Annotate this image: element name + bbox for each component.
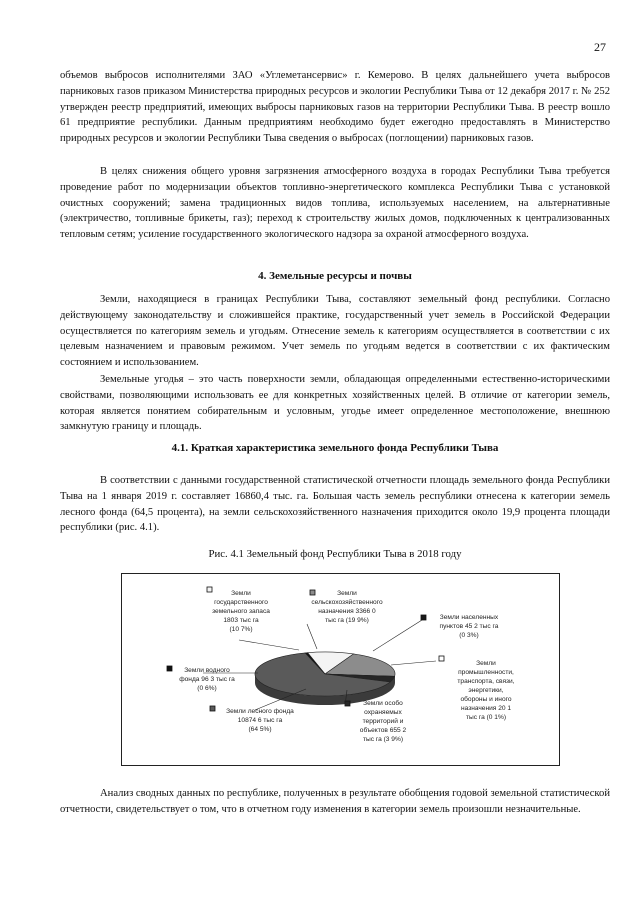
paragraph-statistics: В соответствии с данными государственной статистической отчетности площадь земельного фонда Республики Тыва на 1 января 2019 г. составляет 16860,4 тыс. га. Большая часть земель республики отнесена к категории земель лесного фонда (64,5 процента), на земли сельскохозяйственного назначения приходится около 19,9 процента площади республики (рис. 4.1). [60,475,610,534]
legend-square-1 [207,587,212,592]
paragraph-land-fund: Земли, находящиеся в границах Республики Тыва, составляют земельный фонд республики. Согласно действующему законодательству и сложившейся практике, государственный учет земель в Российской Федерации осуществляется по категориям земель и угодьям. Отнесение земель к категориям осуществляется в соответствии с их целевым назначением и правовым режимом. Учет земель по угодьям ведется в соответствии с их фактическим состоянием и использованием. [60,294,610,369]
paragraph-land-holdings: Земельные угодья – это часть поверхности земли, обладающая определенными естественно-историческими свойствами, позволяющими использовать ее для конкретных хозяйственных целей. В отличие от категории земель, которая является понятием собирательным и условным, угодье имеет определенное местоположение, внешнюю замкнутую границу и площадь. [60,374,610,433]
slice-label-2: Земли сельскохозяйственного назначения 3366 0 тыс га (19 9%) [311,590,383,624]
slice-label-4: Земли промышленности, транспорта, связи, энергетики, обороны и иного назначения 20 1 тыс га (0 1%) [457,660,515,721]
figure-caption: Рис. 4.1 Земельный фонд Республики Тыва в 2018 году [208,548,462,560]
paragraph-analysis: Анализ сводных данных по республике, полученных в результате обобщения годовой земельной статистической отчетности, свидетельствует о том, что в отчетном году изменения в категории земель произошли незначительные. [60,788,610,815]
section-title: 4. Земельные ресурсы и почвы [258,270,412,282]
paragraph-emissions: объемов выбросов исполнителями ЗАО «Углеметансервис» г. Кемерово. В целях дальнейшего учета выбросов парниковых газов приказом Министерства природных ресурсов и экологии Республики Тыва от 12 декабря 2017 г. № 252 утвержден реестр предприятий, имеющих выбросы парниковых газов на территории Республики Тыва. В реестр вошло 61 предприятие республики. Данным предприятиям необходимо будет ежегодно предоставлять в Министерство природных ресурсов и экологии Республики Тыва сведения о выбросах (поглощении) парниковых газов. [60,70,610,145]
slice-label-3: Земли населенных пунктов 45 2 тыс га (0 3%) [439,614,499,639]
slice-label-7: Земли водного фонда 96 3 тыс га (0 6%) [179,667,235,692]
slice-label-5: Земли особо охраняемых территорий и объектов 655 2 тыс га (3 9%) [359,700,407,743]
slice-label-6: Земли лесного фонда 10874 6 тыс га (64 5%) [226,708,294,733]
legend-square-2 [310,590,315,595]
legend-square-3 [421,615,426,620]
legend-square-7 [167,666,172,671]
land-fund-pie-chart [121,573,560,766]
subsection-title: 4.1. Краткая характеристика земельного фонда Республики Тыва [171,442,499,454]
legend-square-4 [439,656,444,661]
page-number: 27 [594,40,606,54]
paragraph-air-pollution: В целях снижения общего уровня загрязнения атмосферного воздуха в городах Республики Тыва требуется проведение работ по модернизации объектов топливно-энергетического комплекса Республики Тыва с установкой очистных сооружений; замена традиционных видов топлива, используемых населением, на альтернативные (электричество, топливные брикеты, газ); переход к строительству жилых домов, подключенных к централизованных тепловым сетям; усиление государственного экологического надзора за охраной атмосферного воздуха. [60,166,610,241]
legend-square-6 [210,706,215,711]
slice-label-1: Земли государственного земельного запаса 1803 тыс га (10 7%) [212,590,270,633]
